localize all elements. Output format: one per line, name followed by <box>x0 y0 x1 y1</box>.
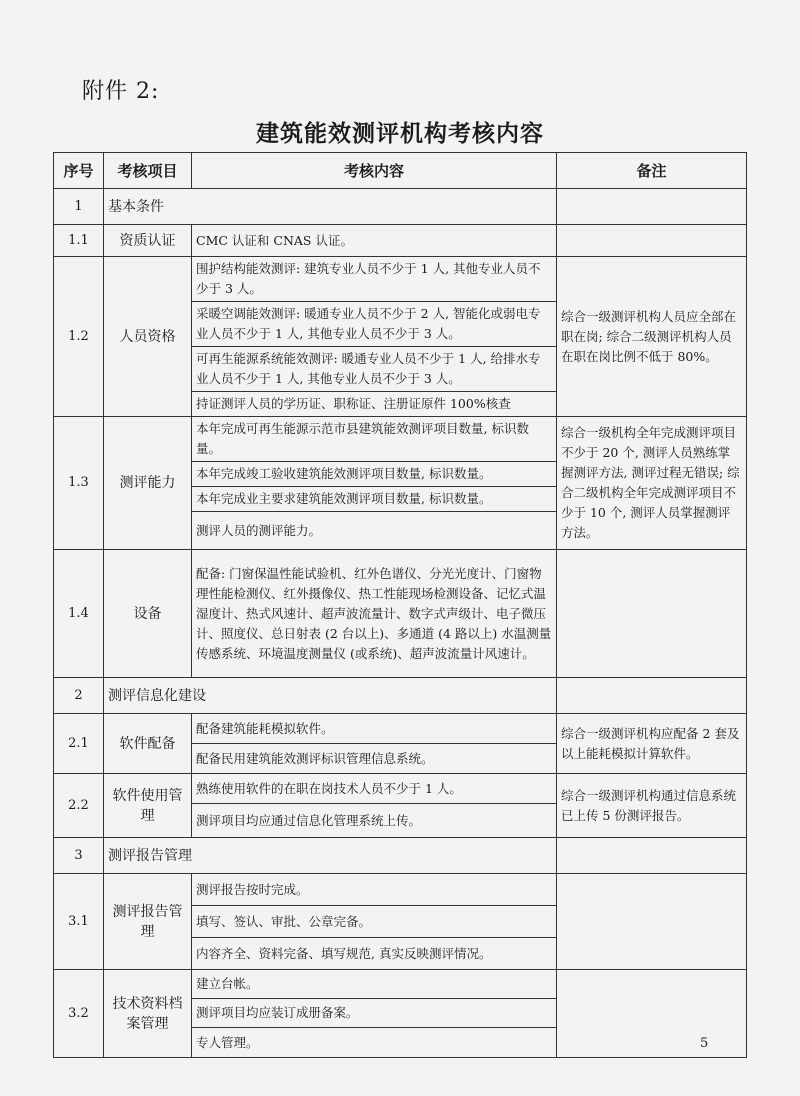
row-no: 3.2 <box>54 970 104 1058</box>
row-content: 本年完成可再生能源示范市县建筑能效测评项目数量, 标识数量。 <box>192 417 557 462</box>
row-item: 测评报告管理 <box>104 874 192 970</box>
row-no: 3.1 <box>54 874 104 970</box>
row-item: 软件配备 <box>104 714 192 774</box>
row-item: 设备 <box>104 550 192 678</box>
row-no: 1.2 <box>54 257 104 417</box>
header-content: 考核内容 <box>192 153 557 189</box>
header-row <box>54 153 747 189</box>
row-content: 本年完成竣工验收建筑能效测评项目数量, 标识数量。 <box>192 462 557 487</box>
section-title: 测评信息化建设 <box>104 678 557 714</box>
row-content: 本年完成业主要求建筑能效测评项目数量, 标识数量。 <box>192 487 557 512</box>
table-row <box>54 257 747 302</box>
section-row <box>54 838 747 874</box>
row-content: 熟练使用软件的在职在岗技术人员不少于 1 人。 <box>192 774 557 804</box>
row-no: 1.4 <box>54 550 104 678</box>
row-content: 测评人员的测评能力。 <box>192 512 557 550</box>
row-no: 1.3 <box>54 417 104 550</box>
row-content: 内容齐全、资料完备、填写规范, 真实反映测评情况。 <box>192 938 557 970</box>
row-no: 2.2 <box>54 774 104 838</box>
row-content: 可再生能源系统能效测评: 暖通专业人员不少于 1 人, 给排水专业人员不少于 1 人, 其他专业人员不少于 3 人。 <box>192 347 557 392</box>
row-content: 测评报告按时完成。 <box>192 874 557 906</box>
row-note: 综合一级测评机构通过信息系统已上传 5 份测评报告。 <box>557 774 747 838</box>
section-title: 测评报告管理 <box>104 838 557 874</box>
row-content: 采暖空调能效测评: 暖通专业人员不少于 2 人, 智能化或弱电专业人员不少于 1 人, 其他专业人员不少于 3 人。 <box>192 302 557 347</box>
section-title: 基本条件 <box>104 189 557 225</box>
table-row <box>54 550 747 678</box>
row-note: 综合一级测评机构应配备 2 套及以上能耗模拟计算软件。 <box>557 714 747 774</box>
row-content: 持证测评人员的学历证、职称证、注册证原件 100%核查 <box>192 392 557 417</box>
note-cell <box>557 225 747 257</box>
row-item: 测评能力 <box>104 417 192 550</box>
table-row <box>54 417 747 462</box>
row-item: 技术资料档案管理 <box>104 970 192 1058</box>
page-number: 5 <box>700 1036 709 1051</box>
document-title: 建筑能效测评机构考核内容 <box>256 121 544 147</box>
note-cell <box>557 189 747 225</box>
row-no: 1.1 <box>54 225 104 257</box>
table-row <box>54 874 747 906</box>
table-row <box>54 970 747 999</box>
row-content: CMC 认证和 CNAS 认证。 <box>192 225 557 257</box>
row-item: 软件使用管理 <box>104 774 192 838</box>
header-no: 序号 <box>54 153 104 189</box>
note-cell <box>557 970 747 1058</box>
row-note: 综合一级机构全年完成测评项目不少于 20 个, 测评人员熟练掌握测评方法, 测评过程无错误; 综合二级机构全年完成测评项目不少于 10 个, 测评人员掌握测评方法。 <box>557 417 747 550</box>
table-row <box>54 714 747 744</box>
row-content: 建立台帐。 <box>192 970 557 999</box>
row-note: 综合一级测评机构人员应全部在职在岗; 综合二级测评机构人员在职在岗比例不低于 80%。 <box>557 257 747 417</box>
section-row <box>54 189 747 225</box>
section-no: 2 <box>54 678 104 714</box>
section-row <box>54 678 747 714</box>
header-note: 备注 <box>557 153 747 189</box>
note-cell <box>557 874 747 970</box>
row-content: 配备建筑能耗模拟软件。 <box>192 714 557 744</box>
row-item: 人员资格 <box>104 257 192 417</box>
row-content: 专人管理。 <box>192 1028 557 1058</box>
attachment-label: 附件 2: <box>82 79 160 104</box>
section-no: 3 <box>54 838 104 874</box>
note-cell <box>557 678 747 714</box>
row-content: 配备民用建筑能效测评标识管理信息系统。 <box>192 744 557 774</box>
table-row <box>54 225 747 257</box>
table-row <box>54 774 747 804</box>
row-content: 测评项目均应通过信息化管理系统上传。 <box>192 804 557 838</box>
note-cell <box>557 550 747 678</box>
note-cell <box>557 838 747 874</box>
row-content: 测评项目均应装订成册备案。 <box>192 999 557 1028</box>
row-item: 资质认证 <box>104 225 192 257</box>
row-content: 填写、签认、审批、公章完备。 <box>192 906 557 938</box>
row-no: 2.1 <box>54 714 104 774</box>
header-item: 考核项目 <box>104 153 192 189</box>
assessment-table <box>53 152 747 1058</box>
section-no: 1 <box>54 189 104 225</box>
row-content: 配备: 门窗保温性能试验机、红外色谱仪、分光光度计、门窗物理性能检测仪、红外摄像仪、热工性能现场检测设备、记忆式温湿度计、热式风速计、超声波流量计、数字式声级计、电子微压计、照度仪、总日射表 (2 台以上)、多通道 (4 路以上) 水温测量传感系统、环境温度测量仪 (或系统)、超声波流量计风速计。 <box>192 550 557 678</box>
row-content: 围护结构能效测评: 建筑专业人员不少于 1 人, 其他专业人员不少于 3 人。 <box>192 257 557 302</box>
